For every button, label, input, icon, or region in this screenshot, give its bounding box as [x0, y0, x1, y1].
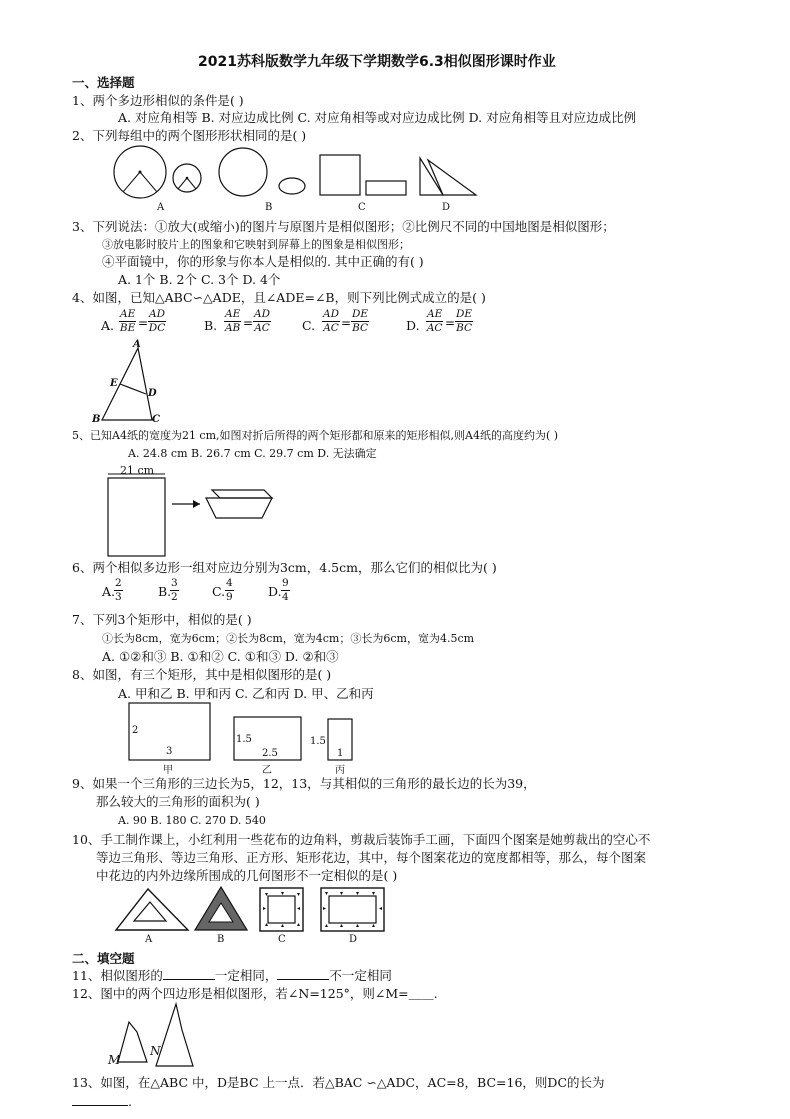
section-heading-fill: 二、填空题 [72, 951, 135, 966]
q4-opt-c-frac1: $\frac{AD}{AC}$ [323, 308, 340, 334]
section-heading-choice: 一、选择题 [72, 75, 135, 90]
q7-options: A. ①②和③ B. ①和② C. ①和③ D. ②和③ [102, 649, 339, 664]
q5-width-label: 21 cm [120, 464, 155, 477]
q5-options: A. 24.8 cm B. 26.7 cm C. 29.7 cm D. 无法确定 [128, 447, 377, 460]
q6-opt-a-frac: $\frac{2}{3}$ [115, 577, 122, 603]
q1-options: A. 对应角相等 B. 对应边成比例 C. 对应角相等或对应边成比例 D. 对应角相等且对应边成比例 [118, 110, 637, 125]
q1-stem: 1、两个多边形相似的条件是( ) [72, 93, 244, 108]
q9-line2: 那么较大的三角形的面积为( ) [96, 794, 260, 809]
q7-line2: ①长为8cm，宽为6cm；②长为8cm，宽为4cm；③长为6cm，宽为4.5cm [102, 632, 475, 645]
q12-label-m: M [108, 1053, 121, 1067]
q4-opt-b-frac1: $\frac{AE}{AB}$ [224, 308, 241, 334]
q10-label-a: A [145, 934, 153, 945]
q8-yi-name: 乙 [262, 765, 272, 776]
q8-bing-side: 1.5 [310, 736, 326, 747]
q10-label-c: C [278, 934, 286, 945]
q10-label-b: B [217, 934, 225, 945]
q2-label-d: D [442, 202, 451, 213]
q4-opt-c-label: C. [302, 318, 316, 333]
q8-options: A. 甲和乙 B. 甲和丙 C. 乙和丙 D. 甲、乙和丙 [118, 686, 374, 701]
q3-line3: ④平面镜中，你的形象与你本人是相似的. 其中正确的有( ) [102, 254, 424, 269]
q13-blank[interactable] [72, 1105, 128, 1106]
q12-label-n: N [150, 1044, 161, 1058]
q4-point-c: C [152, 414, 160, 425]
q8-yi-bottom: 2.5 [262, 748, 278, 759]
q6-opt-c-label: C. [212, 584, 226, 599]
q4-opt-d-label: D. [406, 318, 420, 333]
q2-label-a: A [157, 202, 165, 213]
q11-part-b: 一定相同， [214, 968, 278, 983]
q6-opt-d-label: D. [268, 584, 282, 599]
q6-opt-c-frac: $\frac{4}{9}$ [226, 577, 233, 603]
q8-jia-bottom: 3 [166, 746, 173, 757]
q3-line2: ③放电影时胶片上的图象和它映射到屏幕上的图象是相似图形； [102, 238, 410, 251]
q5-stem: 5、已知A4纸的宽度为21 cm,如图对折后所得的两个矩形都和原来的矩形相似,则A4纸的高度约为( ) [72, 429, 559, 442]
q10-line1: 10、手工制作课上，小红利用一些花布的边角料，剪裁后装饰手工画，下面四个图案是她剪裁出的空心不 [72, 832, 651, 847]
q4-opt-b-frac2: $\frac{AD}{AC}$ [254, 308, 271, 334]
q3-options: A. 1个 B. 2个 C. 3个 D. 4个 [118, 272, 281, 287]
q8-yi-side: 1.5 [236, 734, 252, 745]
q4-point-e: E [110, 378, 118, 389]
q11-part-c: 不一定相同 [329, 968, 392, 983]
q7-stem: 7、下列3个矩形中，相似的是( ) [72, 612, 252, 627]
q6-opt-d-frac: $\frac{9}{4}$ [282, 577, 289, 603]
q4-opt-d-frac2: $\frac{DE}{BC}$ [456, 308, 473, 334]
q8-stem: 8、如图，有三个矩形，其中是相似图形的是( ) [72, 667, 332, 682]
q13-answer-line[interactable]: . [72, 1094, 132, 1110]
q8-jia-side: 2 [132, 725, 139, 736]
q13-text: 13、如图，在△ABC 中，D是BC 上一点．若△BAC ∽△ADC，AC=8，BC=16，则DC的长为 [72, 1075, 605, 1090]
q8-bing-name: 丙 [335, 765, 345, 776]
q3-line1: 3、下列说法：①放大(或缩小)的图片与原图片是相似图形；②比例尺不同的中国地图是相似图形； [72, 219, 615, 234]
q4-opt-d-frac1: $\frac{AE}{AC}$ [426, 308, 443, 334]
q9-line1: 9、如果一个三角形的三边长为5，12，13，与其相似的三角形的最长边的长为39， [72, 776, 536, 791]
q11-part-a: 11、相似图形的 [72, 968, 163, 983]
q12-text: 12、图中的两个四边形是相似图形，若∠N=125°，则∠M=＿＿. [72, 986, 438, 1001]
page-title: 2021苏科版数学九年级下学期数学6.3相似图形课时作业 [198, 54, 556, 70]
q4-opt-a-label: A. [101, 318, 115, 333]
q4-point-b: B [92, 414, 101, 425]
q2-label-c: C [358, 202, 366, 213]
q8-jia-name: 甲 [163, 765, 173, 776]
q4-point-d: D [148, 388, 157, 399]
q6-opt-b-label: B. [158, 584, 172, 599]
q2-label-b: B [265, 202, 273, 213]
q6-opt-a-label: A. [102, 584, 116, 599]
q4-opt-b-label: B. [204, 318, 218, 333]
q4-opt-a-frac1: $\frac{AE}{BE}$ [119, 308, 136, 334]
q6-opt-b-frac: $\frac{3}{2}$ [171, 577, 178, 603]
q8-bing-bottom: 1 [337, 748, 344, 759]
q4-point-a: A [133, 339, 141, 350]
q4-stem: 4、如图，已知△ABC∽△ADE，且∠ADE=∠B，则下列比例式成立的是( ) [72, 290, 486, 305]
q2-stem: 2、下列每组中的两个图形形状相同的是( ) [72, 128, 307, 143]
q9-options: A. 90 B. 180 C. 270 D. 540 [118, 814, 266, 827]
q4-opt-c-frac2: $\frac{DE}{BC}$ [352, 308, 369, 334]
q4-opt-a-frac2: $\frac{AD}{DC}$ [148, 308, 166, 334]
q10-label-d: D [349, 934, 358, 945]
q6-stem: 6、两个相似多边形一组对应边分别为3cm，4.5cm，那么它们的相似比为( ) [72, 560, 497, 575]
q10-line3: 中花边的内外边缘所围成的几何图形不一定相似的是( ) [96, 868, 398, 883]
q10-line2: 等边三角形、等边三角形、正方形、矩形花边，其中，每个图案花边的宽度都相等，那么，每个图案 [96, 850, 647, 865]
